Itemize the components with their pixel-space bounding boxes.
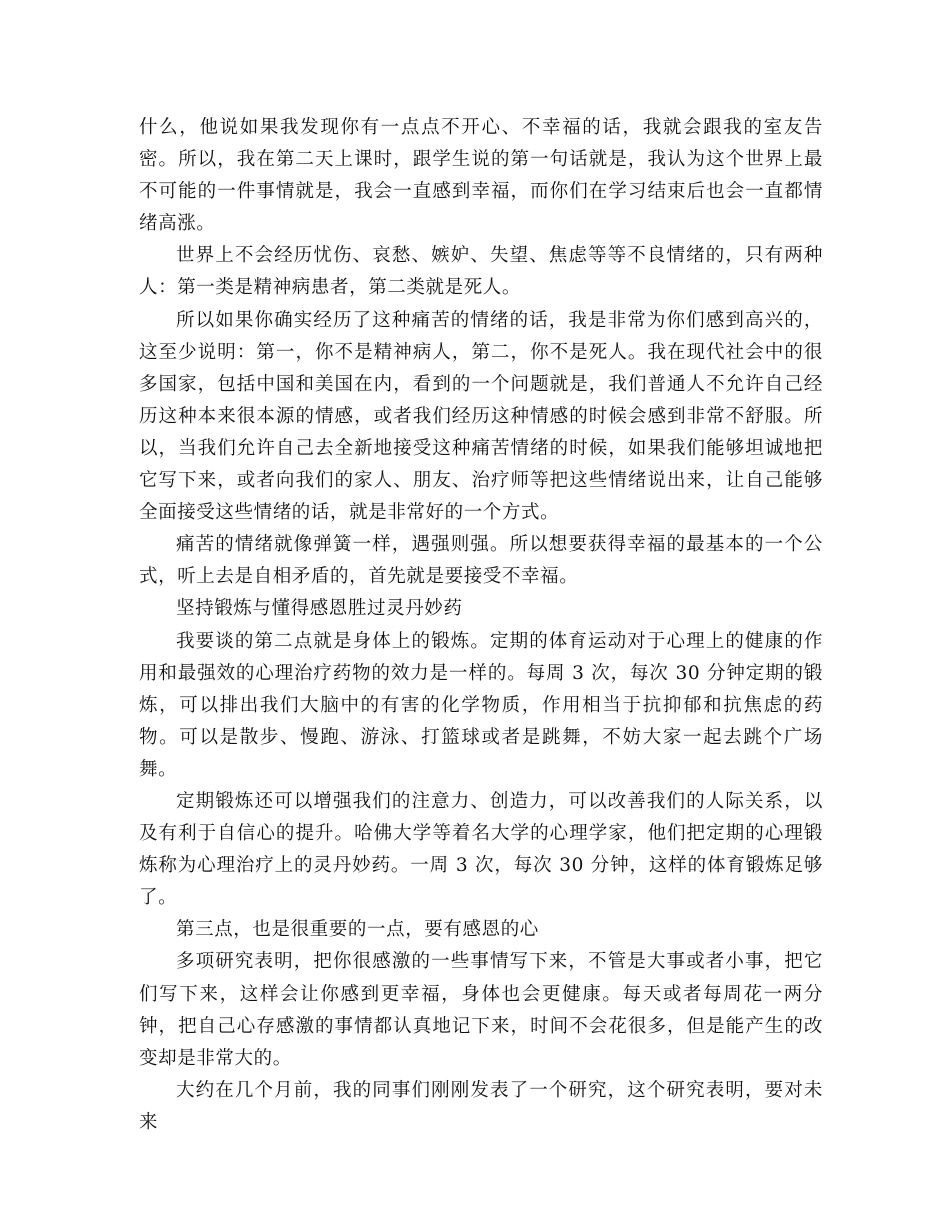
paragraph-3: 所以如果你确实经历了这种痛苦的情绪的话，我是非常为你们感到高兴的，这至少说明：第一，你不是精神病人，第二，你不是死人。我在现代社会中的很多国家，包括中国和美国在内，看到的一个问题就是，我们普通人不允许自己经历这种本来很本源的情感，或者我们经历这种情感的时候会感到非常不舒服。所以，当我们允许自己去全新地接受这种痛苦情绪的时候，如果我们能够坦诚地把它写下来，或者向我们的家人、朋友、治疗师等把这些情绪说出来，让自己能够全面接受这些情绪的话，就是非常好的一个方式。: [139, 309, 823, 524]
section-heading-exercise-gratitude: 坚持锻炼与懂得感恩胜过灵丹妙药: [176, 598, 463, 620]
paragraph-2: 世界上不会经历忧伤、哀愁、嫉妒、失望、焦虑等等不良情绪的，只有两种人：第一类是精神病患者，第二类就是死人。: [139, 245, 823, 299]
section-heading-gratitude: 第三点，也是很重要的一点，要有感恩的心: [176, 919, 539, 941]
paragraph-6: 定期锻炼还可以增强我们的注意力、创造力，可以改善我们的人际关系，以及有利于自信心的提升。哈佛大学等着名大学的心理学家，他们把定期的心理锻炼称为心理治疗上的灵丹妙药。一周 3 次，每次 30 分钟，这样的体育锻炼足够了。: [139, 790, 823, 909]
paragraph-7: 多项研究表明，把你很感激的一些事情写下来，不管是大事或者小事，把它们写下来，这样会让你感到更幸福，身体也会更健康。每天或者每周花一两分钟，把自己心存感激的事情都认真地记下来，时间不会花很多，但是能产生的改变却是非常大的。: [139, 951, 823, 1069]
paragraph-1: 什么，他说如果我发现你有一点点不开心、不幸福的话，我就会跟我的室友告密。所以，我在第二天上课时，跟学生说的第一句话就是，我认为这个世界上最不可能的一件事情就是，我会一直感到幸福，而你们在学习结束后也会一直都情绪高涨。: [139, 117, 823, 235]
paragraph-5: 我要谈的第二点就是身体上的锻炼。定期的体育运动对于心理上的健康的作用和最强效的心理治疗药物的效力是一样的。每周 3 次，每次 30 分钟定期的锻炼，可以排出我们大脑中的有害的化学物质，作用相当于抗抑郁和抗焦虑的药物。可以是散步、慢跑、游泳、打篮球或者是跳舞，不妨大家一起去跳个广场舞。: [139, 630, 823, 780]
paragraph-8: 大约在几个月前，我的同事们刚刚发表了一个研究，这个研究表明，要对未来: [139, 1079, 823, 1133]
document-body: [139, 112, 823, 1139]
paragraph-4: 痛苦的情绪就像弹簧一样，遇强则强。所以想要获得幸福的最基本的一个公式，听上去是自相矛盾的，首先就是要接受不幸福。: [139, 534, 823, 588]
